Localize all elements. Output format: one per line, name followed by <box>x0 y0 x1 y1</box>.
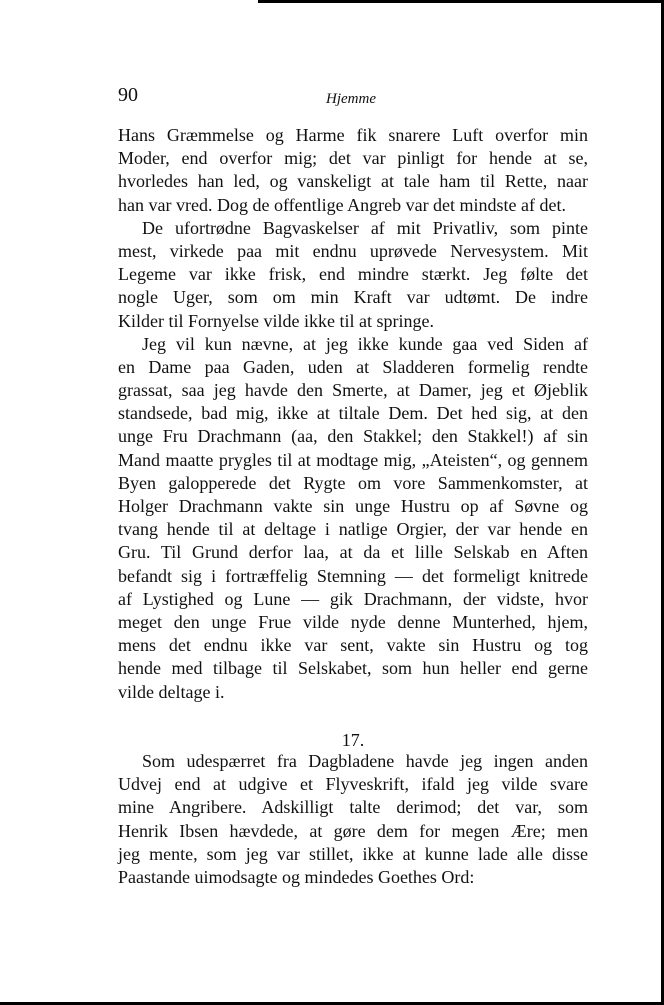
text-line: Moder, end overfor mig; det var pinligt for hende at se, <box>118 148 588 169</box>
text-line: hvorledes han led, og vanskeligt at tale ham til Rette, naar <box>118 171 588 192</box>
text-line: vilde deltage i. <box>118 681 225 702</box>
text-line: mens det endnu ikke var sent, vakte sin Hustru og tog <box>118 635 588 656</box>
page-header <box>118 84 588 110</box>
body-text <box>118 124 588 704</box>
text-line: af Lystighed og Lune — gik Drachmann, der vidste, hvor <box>118 588 588 609</box>
text-line: tvang hende til at deltage i natlige Orgier, der var hende en <box>118 519 588 540</box>
paragraph <box>118 124 588 217</box>
text-line: grassat, saa jeg havde den Smerte, at Damer, jeg et Øjeblik <box>118 380 588 401</box>
text-line: nogle Uger, som om min Kraft var udtømt. De indre <box>118 287 588 308</box>
text-line: hende med tilbage til Selskabet, som hun heller end gerne <box>118 658 588 679</box>
text-line: Legeme var ikke frisk, end mindre stærkt. Jeg følte det <box>118 264 588 285</box>
text-line: Gru. Til Grund derfor laa, at da et lille Selskab en Aften <box>118 542 588 563</box>
text-line: meget den unge Frue vilde nyde denne Munterhed, hjem, <box>118 611 588 632</box>
text-line: Paastande uimodsagte og mindedes Goethes Ord: <box>118 866 475 887</box>
text-line: Som udespærret fra Dagbladene havde jeg ingen anden <box>142 751 588 771</box>
text-line: Mand maatte prygles til at modtage mig, „Ateisten“, og gennem <box>118 449 588 470</box>
paragraph <box>118 217 588 333</box>
text-line: Jeg vil kun nævne, at jeg ikke kunde gaa ved Siden af <box>142 333 588 354</box>
text-line: Hans Græmmelse og Harme fik snarere Luft overfor min <box>118 125 588 145</box>
text-line: Holger Drachmann vakte sin unge Hustru op af Søvne og <box>118 496 588 516</box>
text-line: standsede, bad mig, ikke at tiltale Dem. Det hed sig, at den <box>118 403 588 424</box>
paragraph <box>118 333 588 704</box>
text-line: Byen galopperede det Rygte om vore Sammenkomster, at <box>118 472 588 493</box>
text-line: unge Fru Drachmann (aa, den Stakkel; den Stakkel!) af sin <box>118 426 588 447</box>
section-number: 17. <box>341 730 365 750</box>
text-line: Henrik Ibsen hævdede, at gøre dem for megen Ære; men <box>118 820 588 841</box>
text-line: Udvej end at udgive et Flyveskrift, ifald jeg vilde svare <box>118 774 588 795</box>
text-line: jeg mente, som jeg var stillet, ikke at kunne lade alle disse <box>118 843 588 864</box>
page-number: 90 <box>118 84 138 106</box>
section-text <box>118 750 588 889</box>
text-line: De ufortrødne Bagvaskelser af mit Privatliv, som pinte <box>142 217 588 238</box>
text-line: mine Angribere. Adskilligt talte derimod; det var, som <box>118 797 588 818</box>
text-line: Kilder til Fornyelse vilde ikke til at springe. <box>118 310 434 331</box>
running-title: Hjemme <box>326 91 376 107</box>
text-line: befandt sig i fortræffelig Stemning — det formeligt knitrede <box>118 565 588 586</box>
text-line: mest, virkede paa mit endnu uprøvede Nervesystem. Mit <box>118 240 588 261</box>
text-line: han var vred. Dog de offentlige Angreb var det mindste af det. <box>118 194 567 215</box>
text-line: en Dame paa Gaden, uden at Sladderen formelig rendte <box>118 356 588 377</box>
scan-edge-top <box>258 0 664 3</box>
